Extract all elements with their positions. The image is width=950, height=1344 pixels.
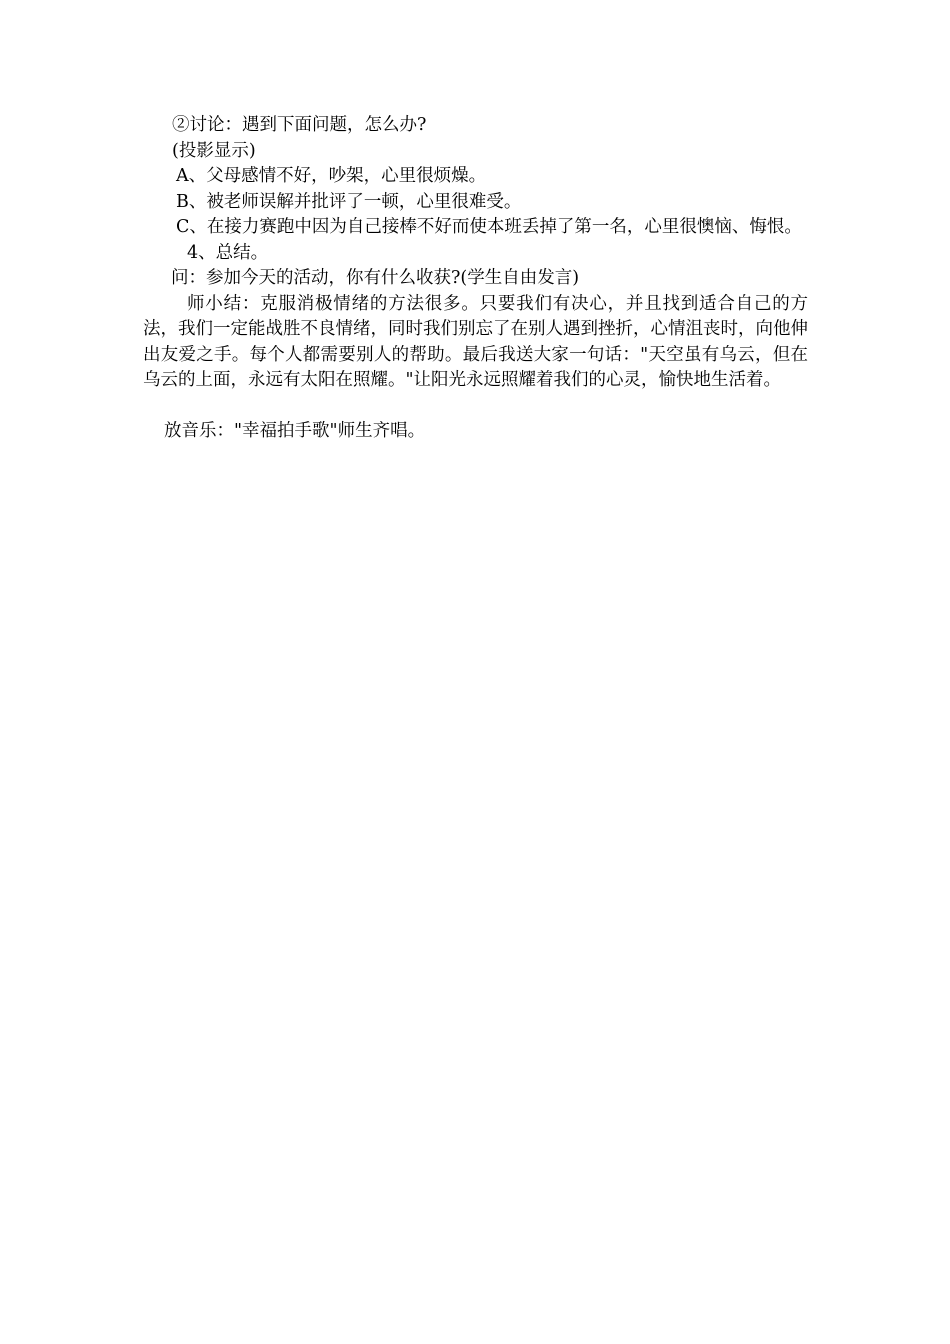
music-note: 放音乐："幸福拍手歌"师生齐唱。 (164, 420, 426, 441)
scenario-c: C、在接力赛跑中因为自己接棒不好而使本班丢掉了第一名，心里很懊恼、悔恨。 (176, 217, 802, 237)
paragraph-gap (143, 394, 808, 419)
teacher-summary: 师小结：克服消极情绪的方法很多。只要我们有决心，并且找到适合自己的方法，我们一定能战胜不良情绪，同时我们别忘了在别人遇到挫折，心情沮丧时，向他伸出友爱之手。每个人都需要别人的帮助。最后我送大家一句话："天空虽有乌云，但在乌云的上面，永远有太阳在照耀。"让阳光永远照耀着我们的心灵，愉快地生活着。 (143, 293, 808, 390)
document-body (143, 113, 808, 444)
scenario-b: B、被老师误解并批评了一顿，心里很难受。 (176, 191, 522, 212)
projection-note: (投影显示) (172, 140, 256, 161)
scenario-a: A、父母感情不好，吵架，心里很烦燥。 (176, 166, 487, 186)
discussion-prompt: ②讨论：遇到下面问题，怎么办? (172, 115, 427, 135)
summary-heading: 4、总结。 (187, 242, 269, 263)
reflection-question: 问：参加今天的活动，你有什么收获?(学生自由发言) (171, 268, 580, 288)
